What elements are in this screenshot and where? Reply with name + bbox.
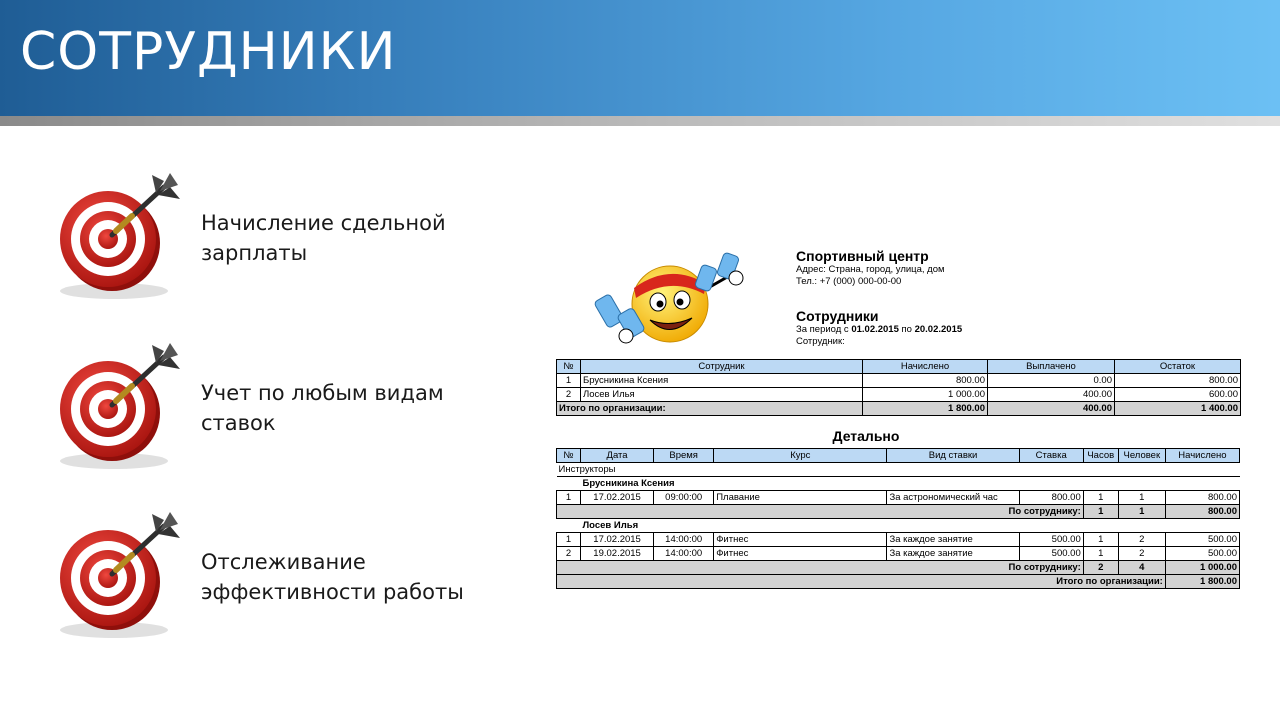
col-rate: Ставка — [1019, 449, 1083, 463]
bullet-text — [201, 547, 464, 607]
period-prefix: За период с — [796, 324, 852, 335]
col-num: № — [557, 360, 581, 374]
employee-row — [557, 519, 1240, 533]
cell-accrued: 800.00 — [863, 374, 988, 388]
cell-accrued: 500.00 — [1165, 547, 1239, 561]
total-row — [557, 575, 1240, 589]
group-label: Инструкторы — [557, 463, 1240, 477]
cell-time: 14:00:00 — [654, 533, 714, 547]
cell-balance: 800.00 — [1115, 374, 1241, 388]
summary-table — [556, 359, 1241, 416]
report-period — [796, 324, 962, 336]
cell-hours: 1 — [1083, 491, 1118, 505]
employee-row — [557, 477, 1240, 491]
bullet-efficiency — [52, 507, 572, 647]
cell-people: 1 — [1118, 491, 1165, 505]
period-to: 20.02.2015 — [914, 324, 963, 335]
subtotal-hours: 2 — [1083, 561, 1118, 575]
cell-time: 09:00:00 — [654, 491, 714, 505]
bullet-text — [201, 208, 446, 268]
subtotal-label: По сотруднику: — [557, 505, 1084, 519]
bullet-text-line: ставок — [201, 411, 276, 435]
cell-course: Фитнес — [714, 533, 887, 547]
total-accrued: 1 800.00 — [1165, 575, 1239, 589]
cell-num: 2 — [557, 547, 581, 561]
cell-employee: Лосев Илья — [581, 388, 863, 402]
period-from: 01.02.2015 — [851, 324, 899, 335]
cell-hours: 1 — [1083, 533, 1118, 547]
total-balance: 1 400.00 — [1115, 402, 1241, 416]
cell-num: 1 — [557, 533, 581, 547]
subtotal-row — [557, 505, 1240, 519]
cell-rate: 500.00 — [1019, 547, 1083, 561]
cell-rate-type: За каждое занятие — [887, 533, 1019, 547]
col-people: Человек — [1118, 449, 1165, 463]
bullet-text-line: эффективности работы — [201, 580, 464, 604]
subtotal-row — [557, 561, 1240, 575]
bullet-text-line: зарплаты — [201, 241, 308, 265]
cell-time: 14:00:00 — [654, 547, 714, 561]
subtotal-people: 1 — [1118, 505, 1165, 519]
cell-hours: 1 — [1083, 547, 1118, 561]
cell-people: 2 — [1118, 533, 1165, 547]
bullet-text-line: Отслеживание — [201, 550, 366, 574]
cell-rate: 800.00 — [1019, 491, 1083, 505]
subtotal-people: 4 — [1118, 561, 1165, 575]
cell-course: Фитнес — [714, 547, 887, 561]
organization-phone: Тел.: +7 (000) 000-00-00 — [796, 276, 902, 287]
organization-name: Спортивный центр — [796, 248, 929, 264]
subtotal-accrued: 1 000.00 — [1165, 561, 1239, 575]
cell-accrued: 500.00 — [1165, 533, 1239, 547]
table-row — [557, 374, 1241, 388]
cell-people: 2 — [1118, 547, 1165, 561]
employee-name: Лосев Илья — [557, 519, 1240, 533]
period-mid: по — [898, 324, 915, 335]
cell-employee: Брусникина Ксения — [581, 374, 863, 388]
col-accrued: Начислено — [1165, 449, 1239, 463]
total-label: Итого по организации: — [557, 575, 1166, 589]
cell-num: 2 — [557, 388, 581, 402]
col-time: Время — [654, 449, 714, 463]
report-title: Сотрудники — [796, 308, 879, 324]
cell-rate-type: За астрономический час — [887, 491, 1019, 505]
col-rate-type: Вид ставки — [887, 449, 1019, 463]
table-row — [557, 533, 1240, 547]
bullet-rate-types — [52, 338, 572, 478]
col-paid: Выплачено — [988, 360, 1115, 374]
cell-accrued: 1 000.00 — [863, 388, 988, 402]
employee-name: Брусникина Ксения — [557, 477, 1240, 491]
total-row — [557, 402, 1241, 416]
slide-title: СОТРУДНИКИ — [20, 22, 397, 82]
cell-rate-type: За каждое занятие — [887, 547, 1019, 561]
total-paid: 400.00 — [988, 402, 1115, 416]
table-row — [557, 547, 1240, 561]
detail-table — [556, 448, 1240, 589]
cell-accrued: 800.00 — [1165, 491, 1239, 505]
col-course: Курс — [714, 449, 887, 463]
cell-paid: 400.00 — [988, 388, 1115, 402]
cell-date: 19.02.2015 — [581, 547, 654, 561]
report-employee-filter: Сотрудник: — [796, 336, 845, 347]
total-accrued: 1 800.00 — [863, 402, 988, 416]
bullet-piecework-pay — [52, 168, 572, 308]
smiley-dumbbells-icon — [586, 248, 746, 352]
table-header-row — [557, 449, 1240, 463]
cell-date: 17.02.2015 — [581, 533, 654, 547]
header-divider — [0, 116, 1280, 126]
col-num: № — [557, 449, 581, 463]
cell-paid: 0.00 — [988, 374, 1115, 388]
bullet-text — [201, 378, 444, 438]
bullet-text-line: Начисление сдельной — [201, 211, 446, 235]
cell-course: Плавание — [714, 491, 887, 505]
col-date: Дата — [581, 449, 654, 463]
employee-report — [556, 244, 1242, 594]
target-dart-icon — [52, 507, 192, 647]
organization-address: Адрес: Страна, город, улица, дом — [796, 264, 945, 275]
subtotal-hours: 1 — [1083, 505, 1118, 519]
group-row — [557, 463, 1240, 477]
slide-header — [0, 0, 1280, 116]
total-label: Итого по организации: — [557, 402, 863, 416]
cell-balance: 600.00 — [1115, 388, 1241, 402]
table-header-row — [557, 360, 1241, 374]
col-accrued: Начислено — [863, 360, 988, 374]
subtotal-accrued: 800.00 — [1165, 505, 1239, 519]
cell-rate: 500.00 — [1019, 533, 1083, 547]
cell-num: 1 — [557, 491, 581, 505]
col-hours: Часов — [1083, 449, 1118, 463]
cell-date: 17.02.2015 — [581, 491, 654, 505]
organization-info — [796, 248, 945, 288]
col-balance: Остаток — [1115, 360, 1241, 374]
cell-num: 1 — [557, 374, 581, 388]
col-employee: Сотрудник — [581, 360, 863, 374]
target-dart-icon — [52, 168, 192, 308]
detail-title: Детально — [832, 428, 900, 444]
bullet-text-line: Учет по любым видам — [201, 381, 444, 405]
table-row — [557, 388, 1241, 402]
report-heading — [796, 308, 962, 348]
target-dart-icon — [52, 338, 192, 478]
subtotal-label: По сотруднику: — [557, 561, 1084, 575]
table-row — [557, 491, 1240, 505]
